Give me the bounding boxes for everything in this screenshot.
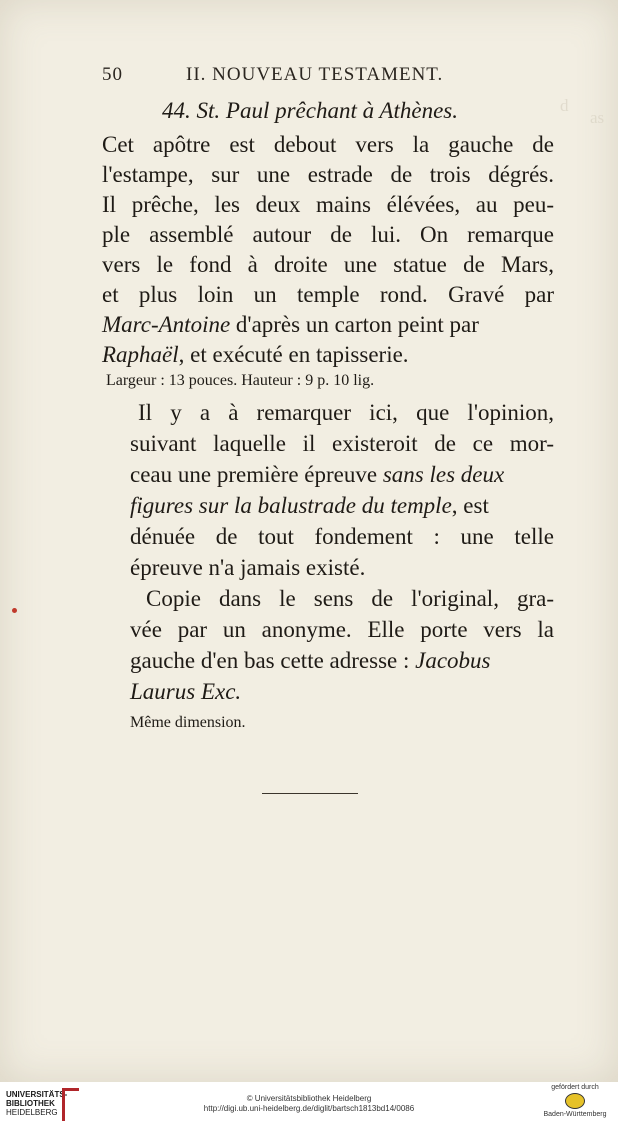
- running-title: II. NOUVEAU TESTAMENT.: [186, 64, 444, 85]
- dimensions-line: Largeur : 13 pouces. Hauteur : 9 p. 10 lig.: [106, 372, 375, 389]
- show-through-text: as: [590, 108, 605, 127]
- text-line: vers le fond à droite une statue de Mars,: [102, 252, 554, 277]
- text-line: vée par un anonyme. Elle porte vers la: [130, 617, 554, 642]
- text-line: dénuée de tout fondement : une telle: [130, 524, 554, 549]
- same-dimension-line: Même dimension.: [130, 714, 246, 731]
- text-line: Copie dans le sens de l'original, gra-: [146, 586, 554, 611]
- funder-block: gefördert durch Baden-Württemberg: [543, 1084, 607, 1118]
- footer-bar: [0, 1082, 618, 1127]
- artist-name: Raphaël: [102, 342, 179, 367]
- crest-icon: [565, 1093, 585, 1109]
- text-line: et plus loin un temple rond. Gravé par: [102, 282, 554, 307]
- copyright-block: [0, 1094, 618, 1114]
- text-line: Raphaël, et exécuté en tapisserie.: [102, 342, 409, 367]
- text-line: ple assemblé autour de lui. On remarque: [102, 222, 554, 247]
- text-line: l'estampe, sur une estrade de trois dégrés.: [102, 162, 554, 187]
- text-line: gauche d'en bas cette adresse : Jacobus: [130, 648, 491, 673]
- text-line: Il prêche, les deux mains élévées, au peu-: [102, 192, 554, 217]
- text-line: ceau une première épreuve sans les deux: [130, 462, 505, 487]
- text-line: figures sur la balustrade du temple, est: [130, 493, 489, 518]
- library-logo: UNIVERSITÄTS- BIBLIOTHEK HEIDELBERG: [6, 1090, 68, 1117]
- section-rule: [262, 793, 358, 794]
- text-line: Laurus Exc.: [130, 679, 242, 704]
- text-line: épreuve n'a jamais existé.: [130, 555, 366, 580]
- text-line: Cet apôtre est debout vers la gauche de: [102, 132, 554, 157]
- red-mark: [12, 608, 17, 613]
- text-line: Il y a à remarquer ici, que l'opinion,: [138, 400, 554, 425]
- engraver-name: Marc-Antoine: [102, 312, 231, 337]
- text-line: suivant laquelle il existeroit de ce mor-: [130, 431, 554, 456]
- copyright-text: © Universitätsbibliothek Heidelberg: [246, 1094, 372, 1103]
- show-through-text: d: [560, 96, 569, 115]
- entry-heading: 44. St. Paul prêchant à Athènes.: [162, 98, 458, 123]
- page-number: 50: [102, 64, 123, 85]
- text-line: Marc-Antoine d'après un carton peint par: [102, 312, 479, 337]
- source-url-link[interactable]: http://digi.ub.uni-heidelberg.de/diglit/bartsch1813bd14/0086: [203, 1104, 415, 1113]
